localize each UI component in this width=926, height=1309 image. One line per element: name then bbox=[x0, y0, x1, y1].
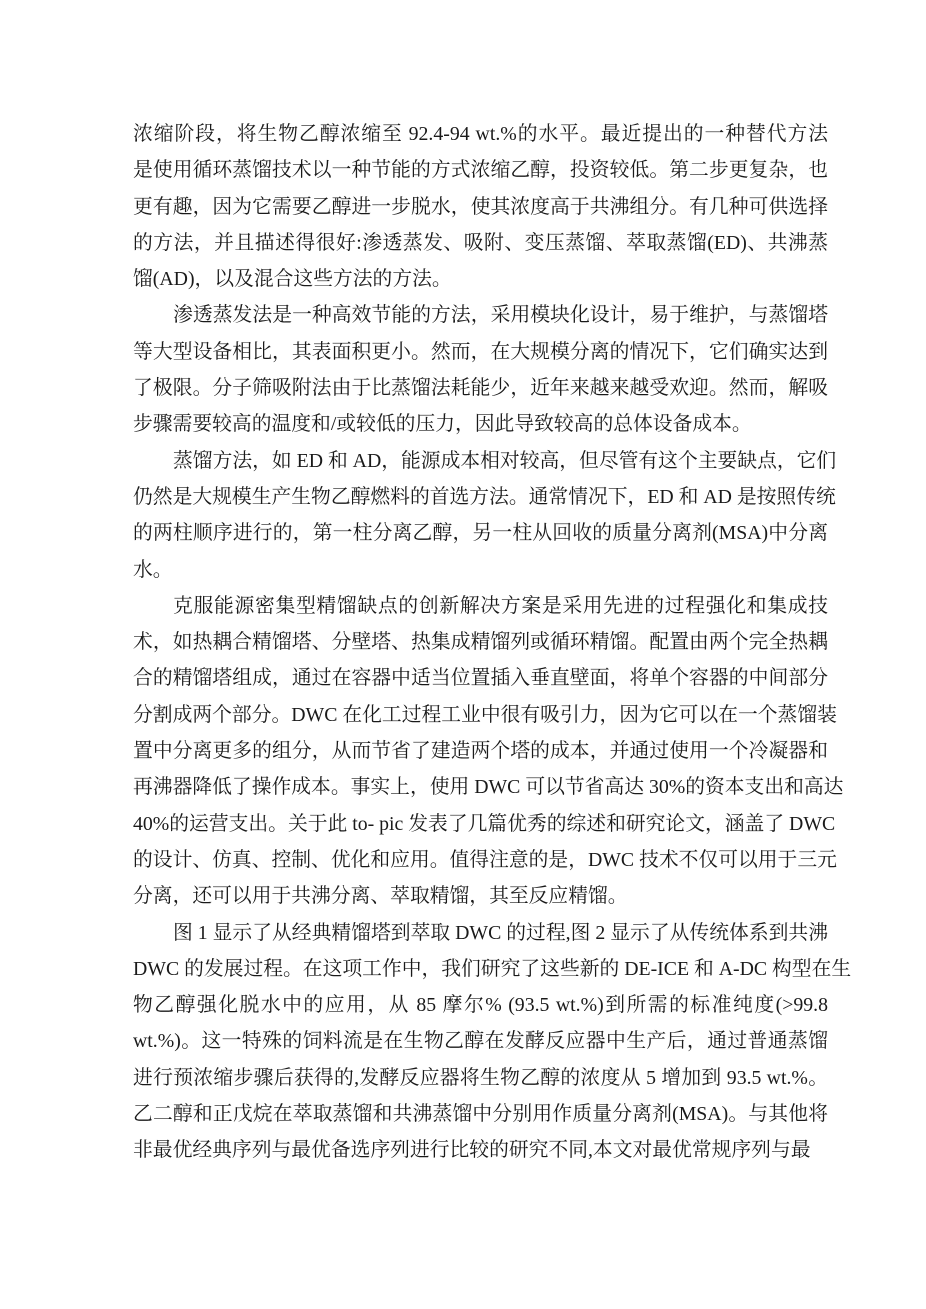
text-line: 术，如热耦合精馏塔、分壁塔、热集成精馏列或循环精馏。配置由两个完全热耦 bbox=[133, 631, 828, 654]
text-line: 40%的运营支出。关于此 to- pic 发表了几篇优秀的综述和研究论文，涵盖了 DWC bbox=[133, 812, 836, 835]
text-line: 物乙醇强化脱水中的应用，从 85 摩尔% (93.5 wt.%)到所需的标准纯度(>99.8 bbox=[133, 994, 828, 1017]
paragraph bbox=[133, 915, 852, 1169]
text-line: 渗透蒸发法是一种高效节能的方法，采用模块化设计，易于维护，与蒸馏塔 bbox=[173, 304, 828, 327]
text-line: 仍然是大规模生产生物乙醇燃料的首选方法。通常情况下，ED 和 AD 是按照传统 bbox=[133, 485, 836, 508]
text-line: 乙二醇和正戊烷在萃取蒸馏和共沸蒸馏中分别用作质量分离剂(MSA)。与其他将 bbox=[133, 1103, 828, 1126]
text-line: 步骤需要较高的温度和/或较低的压力，因此导致较高的总体设备成本。 bbox=[133, 413, 752, 436]
document-content bbox=[133, 116, 852, 1169]
text-line: 浓缩阶段，将生物乙醇浓缩至 92.4-94 wt.%的水平。最近提出的一种替代方法 bbox=[133, 123, 828, 145]
text-line: 分离，还可以用于共沸分离、萃取精馏，其至反应精馏。 bbox=[133, 885, 628, 908]
text-line: 是使用循环蒸馏技术以一种节能的方式浓缩乙醇，投资较低。第二步更复杂，也 bbox=[133, 159, 828, 182]
text-line: wt.%)。这一特殊的饲料流是在生物乙醇在发酵反应器中生产后，通过普通蒸馏 bbox=[133, 1030, 828, 1053]
text-line: 蒸馏方法，如 ED 和 AD，能源成本相对较高，但尽管有这个主要缺点，它们 bbox=[173, 449, 837, 472]
paragraph bbox=[133, 588, 844, 915]
text-line: 了极限。分子筛吸附法由于比蒸馏法耗能少，近年来越来越受欢迎。然而，解吸 bbox=[133, 377, 828, 400]
text-line: 更有趣，因为它需要乙醇进一步脱水，使其浓度高于共沸组分。有几种可供选择 bbox=[133, 195, 828, 218]
paragraph bbox=[133, 443, 837, 588]
text-line: 的方法，并且描述得很好:渗透蒸发、吸附、变压蒸馏、萃取蒸馏(ED)、共沸蒸 bbox=[133, 231, 828, 254]
text-line: 馏(AD)，以及混合这些方法的方法。 bbox=[133, 268, 452, 291]
text-line: 置中分离更多的组分，从而节省了建造两个塔的成本，并通过使用一个冷凝器和 bbox=[133, 740, 828, 763]
text-line: DWC 的发展过程。在这项工作中，我们研究了这些新的 DE-ICE 和 A-DC 构型在生 bbox=[133, 957, 852, 980]
text-line: 再沸器降低了操作成本。事实上，使用 DWC 可以节省高达 30%的资本支出和高达 bbox=[133, 776, 844, 799]
text-line: 分割成两个部分。DWC 在化工过程工业中很有吸引力，因为它可以在一个蒸馏装 bbox=[133, 703, 837, 726]
text-line: 克服能源密集型精馏缺点的创新解决方案是采用先进的过程强化和集成技 bbox=[173, 594, 828, 617]
text-line: 的两柱顺序进行的，第一柱分离乙醇，另一柱从回收的质量分离剂(MSA)中分离 bbox=[133, 522, 828, 545]
text-line: 进行预浓缩步骤后获得的,发酵反应器将生物乙醇的浓度从 5 增加到 93.5 wt.%。 bbox=[133, 1066, 828, 1089]
text-line: 等大型设备相比，其表面积更小。然而，在大规模分离的情况下，它们确实达到 bbox=[133, 340, 828, 363]
paragraph bbox=[133, 116, 828, 297]
text-line: 水。 bbox=[133, 558, 173, 581]
text-line: 非最优经典序列与最优备选序列进行比较的研究不同,本文对最优常规序列与最 bbox=[133, 1139, 811, 1162]
paragraph bbox=[133, 297, 828, 442]
text-line: 图 1 显示了从经典精馏塔到萃取 DWC 的过程,图 2 显示了从传统体系到共沸 bbox=[173, 921, 828, 944]
text-line: 的设计、仿真、控制、优化和应用。值得注意的是，DWC 技术不仅可以用于三元 bbox=[133, 848, 837, 871]
text-line: 合的精馏塔组成，通过在容器中适当位置插入垂直壁面，将单个容器的中间部分 bbox=[133, 667, 828, 690]
